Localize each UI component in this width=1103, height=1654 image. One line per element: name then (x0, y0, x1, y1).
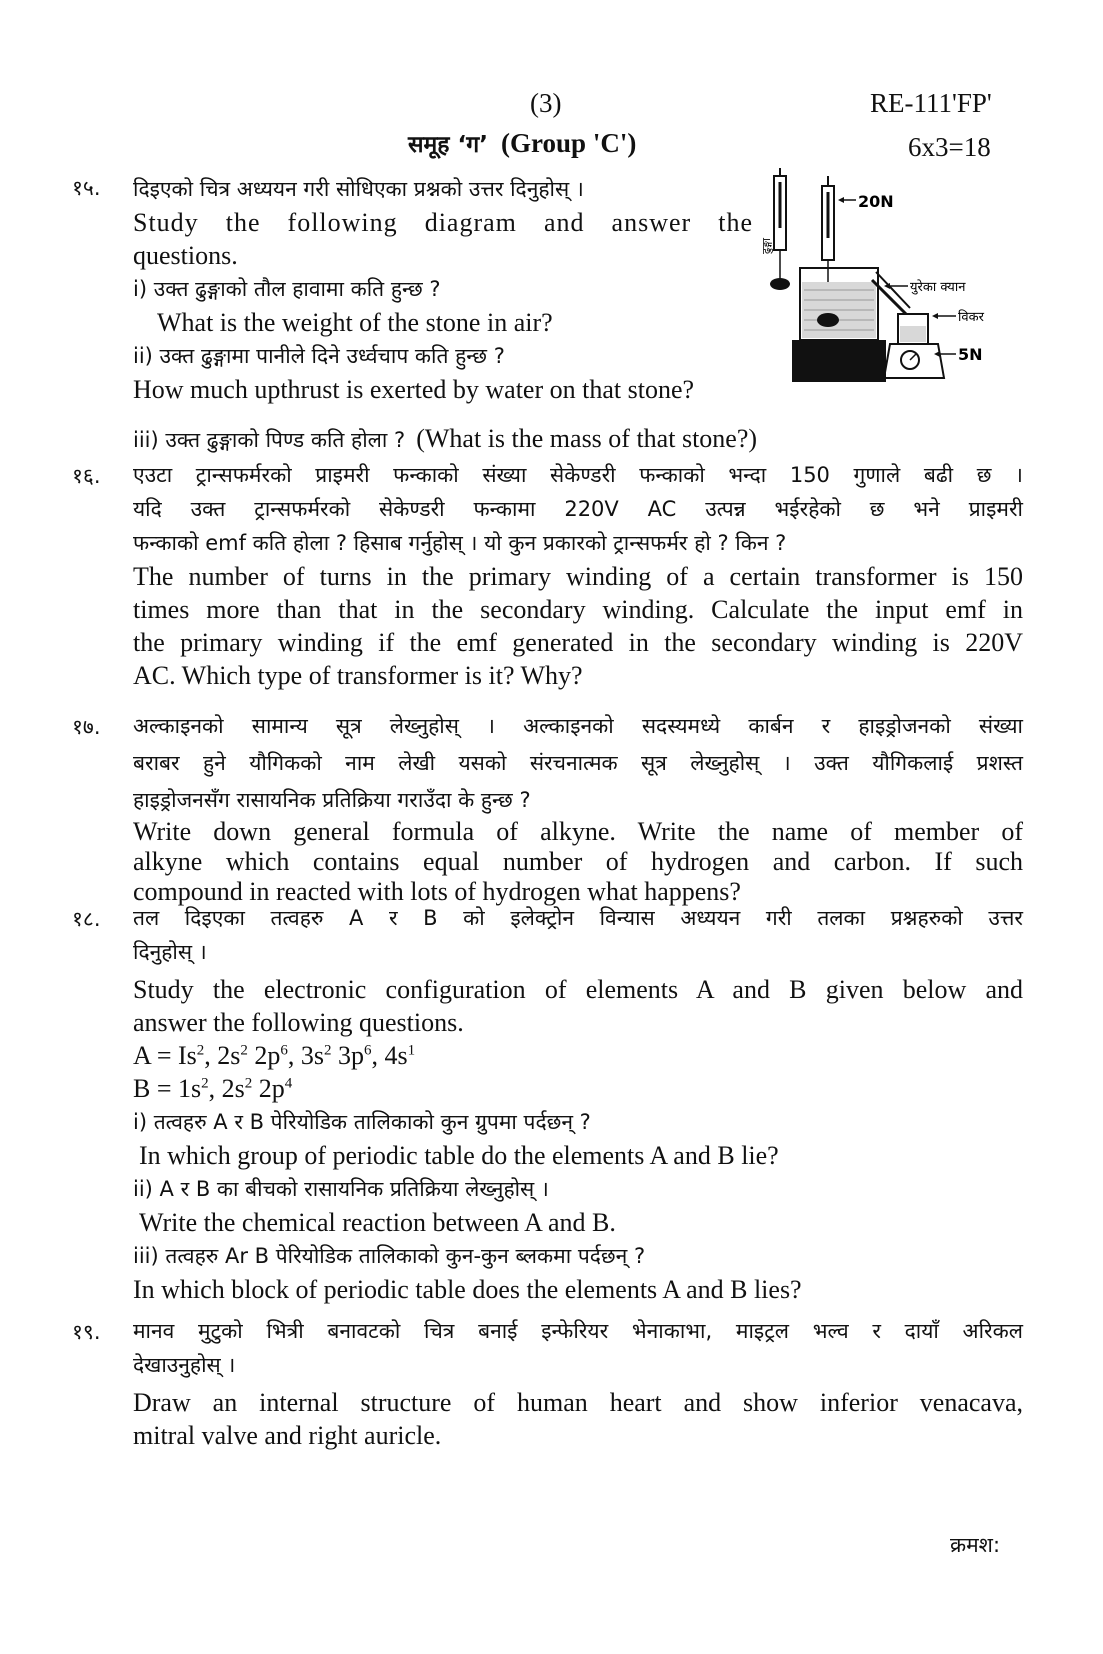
q15-sub-iii (133, 422, 757, 457)
q17-nepali-3: हाइड्रोजनसँग रासायनिक प्रतिक्रिया गराउँदा के हुन्छ ? (133, 788, 531, 812)
q15-sub-iii-nepali: iii) उक्त ढुङ्गाको पिण्ड कति होला ? (133, 428, 406, 452)
q15-sub-ii-nepali: ii) उक्त ढुङ्गामा पानीले दिने उर्ध्वचाप कति हुन्छ ? (133, 344, 505, 368)
q17-english-2: alkyne which contains equal number of hydrogen and carbon. If such (133, 847, 1023, 876)
q16-nepali-3: फन्काको emf कति होला ? हिसाब गर्नुहोस् । यो कुन प्रकारको ट्रान्सफर्मर हो ? किन ? (133, 531, 787, 555)
stand-block (792, 340, 886, 382)
continued-marker: क्रमश: (950, 1533, 1001, 1557)
label-stone: ढुङ्गा (760, 237, 773, 254)
q18-sub-iii-english: In which block of periodic table does the elements A and B lies? (133, 1275, 802, 1304)
q18-nepali-2: दिनुहोस् । (133, 940, 207, 964)
question-number-17: १७. (72, 715, 101, 739)
question-18 (133, 901, 1023, 1306)
q18-sub-i-nepali: i) तत्वहरु A र B पेरियोडिक तालिकाको कुन ग्रुपमा पर्दछन् ? (133, 1110, 591, 1134)
q17-english-1: Write down general formula of alkyne. Write the name of member of (133, 817, 1023, 846)
q16-english-3: the primary winding if the emf generated in the secondary winding is 220V (133, 628, 1023, 657)
q18-sub-ii-nepali: ii) A र B का बीचको रासायनिक प्रतिक्रिया लेख्नुहोस् । (133, 1177, 549, 1201)
weighing-scale (884, 344, 944, 378)
q15-sub-i-nepali: i) उक्त ढुङ्गाको तौल हावामा कति हुन्छ ? (133, 277, 441, 301)
q18-nepali-1: तल दिइएका तत्वहरु A र B को इलेक्ट्रोन विन्यास अध्ययन गरी तलका प्रश्नहरुको उत्तर (133, 906, 1023, 930)
q18-sub-ii-english: Write the chemical reaction between A and B. (139, 1208, 616, 1237)
stone-in-water (817, 313, 839, 327)
q16-english-1: The number of turns in the primary winding of a certain transformer is 150 (133, 562, 1023, 591)
q18-english-1: Study the electronic configuration of elements A and B given below and (133, 975, 1023, 1004)
spring-balance-diagram (760, 168, 1020, 398)
question-number-15: १५. (72, 176, 101, 200)
q17-nepali-1: अल्काइनको सामान्य सूत्र लेख्नुहोस् । अल्काइनको सदस्यमध्ये कार्बन र हाइड्रोजनको संख्या (133, 714, 1023, 738)
config-element-a: $A = Is^2$, $2s^2$ $2p^6$, $3s^2$ $3p^6$, $4s^1$ (133, 1041, 416, 1070)
label-5n: 5N (958, 345, 983, 364)
q16-english-4: AC. Which type of transformer is it? Why? (133, 661, 583, 690)
config-element-b: $B = 1s^2$, $2s^2$ $2p^4$ (133, 1074, 293, 1103)
label-beaker: विकर (958, 310, 984, 325)
q18-english-2: answer the following questions. (133, 1008, 464, 1037)
group-marks: 6x3=18 (908, 132, 991, 162)
question-16 (133, 458, 1023, 692)
q15-instruction-nepali: दिइएको चित्र अध्ययन गरी सोधिएका प्रश्नको उत्तर दिनुहोस् । (133, 177, 584, 201)
group-title-english: (Group 'C') (501, 128, 637, 158)
q16-english-2: times more than that in the secondary winding. Calculate the input emf in (133, 595, 1023, 624)
question-17 (133, 709, 1023, 907)
q15-sub-iii-english: (What is the mass of that stone?) (416, 424, 758, 453)
q19-nepali-2: देखाउनुहोस् । (133, 1353, 236, 1377)
label-20n: 20N (858, 192, 894, 211)
q18-sub-i-english: In which group of periodic table do the elements A and B lie? (139, 1141, 779, 1170)
q17-nepali-2: बराबर हुने यौगिकको नाम लेखी यसको संरचनात्मक सूत्र लेख्नुहोस् । उक्त यौगिकलाई प्रशस्त (133, 751, 1023, 775)
page-number: (3) (530, 88, 562, 118)
q17-english-3: compound in reacted with lots of hydrogen what happens? (133, 877, 741, 906)
eureka-can (800, 268, 910, 340)
paper-code: RE-111'FP' (870, 88, 992, 118)
q15-sub-ii-english: How much upthrust is exerted by water on that stone? (133, 375, 695, 404)
stone-in-air (770, 278, 790, 290)
q16-nepali-2: यदि उक्त ट्रान्सफर्मरको सेकेण्डरी फन्कामा 220V AC उत्पन्न भईरहेको छ भने प्राइमरी (133, 497, 1023, 521)
group-title (408, 128, 636, 162)
label-eureka-can: युरेका क्यान (910, 280, 966, 295)
group-title-nepali: समूह ‘ग’ (408, 132, 488, 158)
question-19 (133, 1314, 1023, 1452)
question-number-19: १९. (72, 1320, 101, 1344)
q19-english-2: mitral valve and right auricle. (133, 1421, 442, 1450)
q19-nepali-1: मानव मुटुको भित्री बनावटको चित्र बनाई इन्फेरियर भेनाकाभा, माइट्रल भल्व र दायाँ अरिकल (133, 1319, 1023, 1343)
q18-sub-iii-nepali: iii) तत्वहरु Ar B पेरियोडिक तालिकाको कुन-कुन ब्लकमा पर्दछन् ? (133, 1244, 646, 1268)
q16-nepali-1: एउटा ट्रान्सफर्मरको प्राइमरी फन्काको संख्या सेकेण्डरी फन्काको भन्दा 150 गुणाले बढी छ । (133, 463, 1023, 487)
q15-sub-i-english: What is the weight of the stone in air? (157, 308, 553, 337)
question-15 (133, 172, 753, 406)
spring-balance-left (774, 168, 786, 280)
beaker (898, 314, 928, 344)
q15-instruction-english-1: Study the following diagram and answer the (133, 208, 753, 237)
question-number-18: १८. (72, 907, 101, 931)
q15-instruction-english-2: questions. (133, 241, 238, 270)
q19-english-1: Draw an internal structure of human heart and show inferior venacava, (133, 1388, 1023, 1417)
question-number-16: १६. (72, 464, 101, 488)
